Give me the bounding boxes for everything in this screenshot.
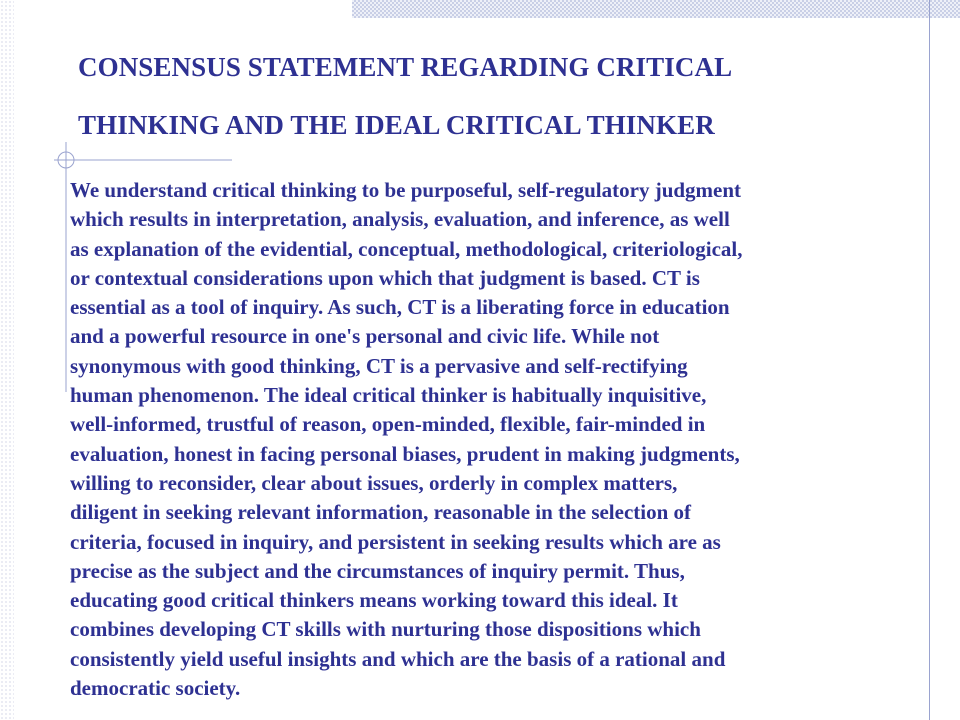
left-dotted-texture — [0, 0, 14, 720]
slide-title — [78, 38, 898, 154]
slide-title-line-2: THINKING AND THE IDEAL CRITICAL THINKER — [78, 110, 715, 140]
top-pattern-strip — [352, 0, 960, 18]
consensus-statement-body: We understand critical thinking to be purposeful, self-regulatory judgment which results in interpretation, analysis, evaluation, and inference, as well as explanation of the evidential, conceptual, methodological, criteriological, or contextual considerations upon which that judgment is based. CT is essential as a tool of inquiry. As such, CT is a liberating force in education and a powerful resource in one's personal and civic life. While not synonymous with good thinking, CT is a pervasive and self-rectifying human phenomenon. The ideal critical thinker is habitually inquisitive, well-informed, trustful of reason, open-minded, flexible, fair-minded in evaluation, honest in facing personal biases, prudent in making judgments, willing to reconsider, clear about issues, orderly in complex matters, diligent in seeking relevant information, reasonable in the selection of criteria, focused in inquiry, and persistent in seeking results which are as precise as the subject and the circumstances of inquiry permit. Thus, educating good critical thinkers means working toward this ideal. It combines developing CT skills with nurturing those dispositions which consistently yield useful insights and which are the basis of a rational and democratic society. — [70, 178, 743, 701]
slide-title-line-1: CONSENSUS STATEMENT REGARDING CRITICAL — [78, 52, 733, 82]
